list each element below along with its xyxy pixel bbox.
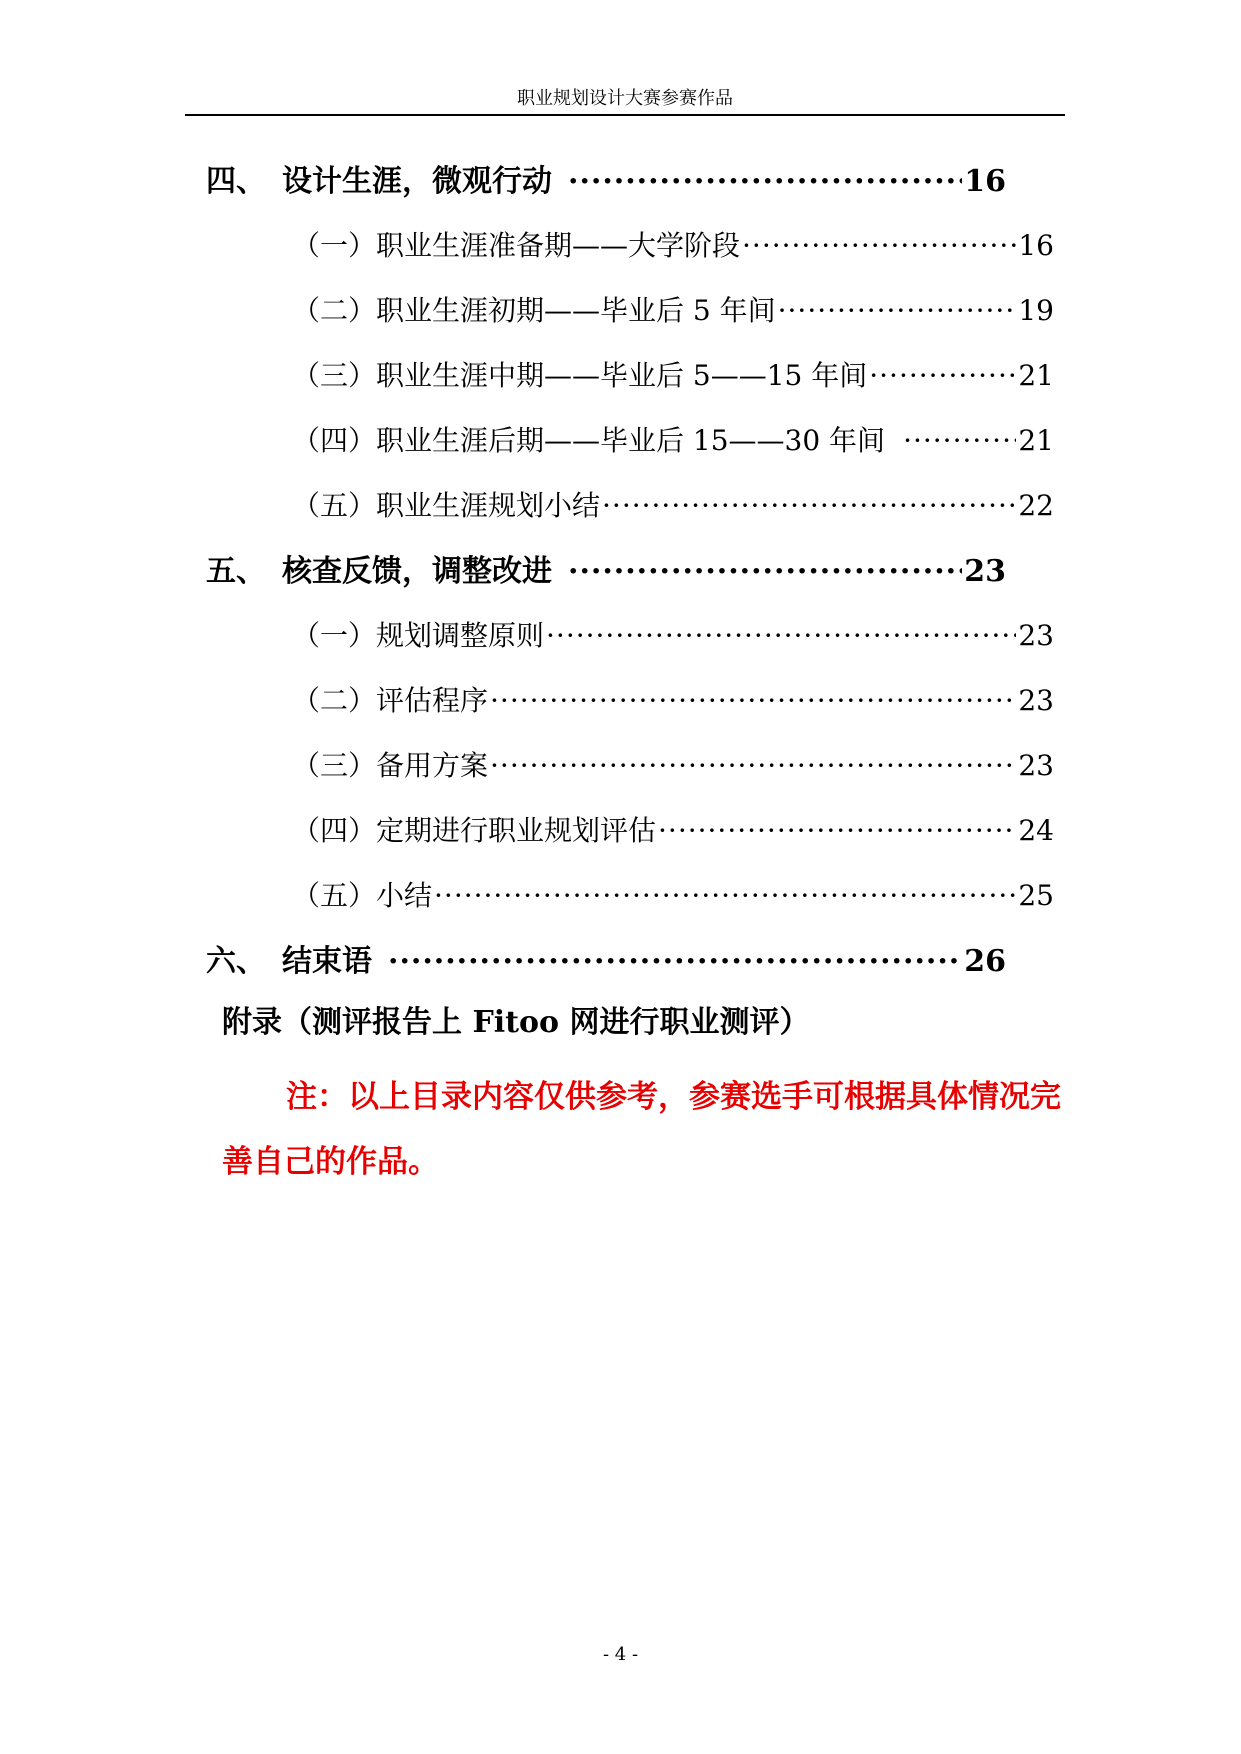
toc-page-number: 16 bbox=[964, 164, 1006, 199]
toc-leader-dots bbox=[490, 747, 1016, 785]
toc-page-number: 23 bbox=[1018, 749, 1054, 782]
header-rule bbox=[185, 114, 1065, 116]
toc-page-number: 23 bbox=[1018, 619, 1054, 652]
appendix-line: 附录（测评报告上 Fitoo 网进行职业测评） bbox=[222, 1005, 810, 1040]
toc-item-label: （三）备用方案 bbox=[292, 749, 489, 782]
toc-item[interactable] bbox=[292, 292, 1054, 330]
toc-page-number: 26 bbox=[964, 944, 1006, 979]
toc-page-number: 19 bbox=[1018, 294, 1054, 327]
toc-item[interactable] bbox=[292, 812, 1054, 850]
running-header: 职业规划设计大赛参赛作品 bbox=[517, 88, 733, 109]
toc-leader-dots bbox=[869, 357, 1016, 395]
toc-leader-dots bbox=[568, 552, 962, 592]
toc-section-number: 五、 bbox=[206, 554, 266, 589]
page-number: - 4 - bbox=[602, 1644, 639, 1665]
toc-page-number: 22 bbox=[1018, 489, 1054, 522]
toc-item-label: （一）规划调整原则 bbox=[292, 619, 545, 652]
toc-page-number: 23 bbox=[964, 554, 1006, 589]
toc-item-label: （四）职业生涯后期——毕业后 15——30 年间 bbox=[292, 424, 886, 457]
toc-item[interactable] bbox=[292, 877, 1054, 915]
toc-section-4[interactable] bbox=[206, 162, 1006, 202]
toc-section-title: 结束语 bbox=[282, 944, 372, 979]
toc-section-title: 设计生涯，微观行动 bbox=[282, 164, 552, 199]
toc-leader-dots bbox=[778, 292, 1017, 330]
toc-item[interactable] bbox=[292, 747, 1054, 785]
toc-page-number: 25 bbox=[1018, 879, 1054, 912]
toc-page-number: 16 bbox=[1018, 229, 1054, 262]
toc-item-label: （二）职业生涯初期——毕业后 5 年间 bbox=[292, 294, 776, 327]
toc-item-label: （五）职业生涯规划小结 bbox=[292, 489, 601, 522]
toc-leader-dots bbox=[602, 487, 1016, 525]
toc-leader-dots bbox=[568, 162, 962, 202]
toc-section-title: 核查反馈，调整改进 bbox=[282, 554, 552, 589]
toc-leader-dots bbox=[546, 617, 1016, 655]
toc-section-number: 六、 bbox=[206, 944, 266, 979]
toc-item-label: （五）小结 bbox=[292, 879, 433, 912]
toc-item[interactable] bbox=[292, 357, 1054, 395]
toc-item-label: （一）职业生涯准备期——大学阶段 bbox=[292, 229, 741, 262]
toc-page-number: 24 bbox=[1018, 814, 1054, 847]
toc-leader-dots bbox=[742, 227, 1016, 265]
toc-item[interactable] bbox=[292, 682, 1054, 720]
toc-page-number: 23 bbox=[1018, 684, 1054, 717]
toc-page-number: 21 bbox=[1018, 424, 1054, 457]
toc-page-number: 21 bbox=[1018, 359, 1054, 392]
toc-item-label: （三）职业生涯中期——毕业后 5——15 年间 bbox=[292, 359, 868, 392]
toc-item-label: （二）评估程序 bbox=[292, 684, 489, 717]
toc-section-number: 四、 bbox=[206, 164, 266, 199]
toc-item[interactable] bbox=[292, 422, 1054, 460]
toc-leader-dots bbox=[490, 682, 1016, 720]
toc-item[interactable] bbox=[292, 227, 1054, 265]
toc-section-6[interactable] bbox=[206, 942, 1006, 982]
toc-leader-dots bbox=[388, 942, 962, 982]
toc-item-label: （四）定期进行职业规划评估 bbox=[292, 814, 657, 847]
note-paragraph: 注：以上目录内容仅供参考，参赛选手可根据具体情况完善自己的作品。 bbox=[222, 1079, 1061, 1180]
toc-section-5[interactable] bbox=[206, 552, 1006, 592]
toc-leader-dots bbox=[434, 877, 1016, 915]
toc-leader-dots bbox=[658, 812, 1016, 850]
toc-item[interactable] bbox=[292, 487, 1054, 525]
toc-leader-dots bbox=[903, 422, 1016, 460]
toc-item[interactable] bbox=[292, 617, 1054, 655]
